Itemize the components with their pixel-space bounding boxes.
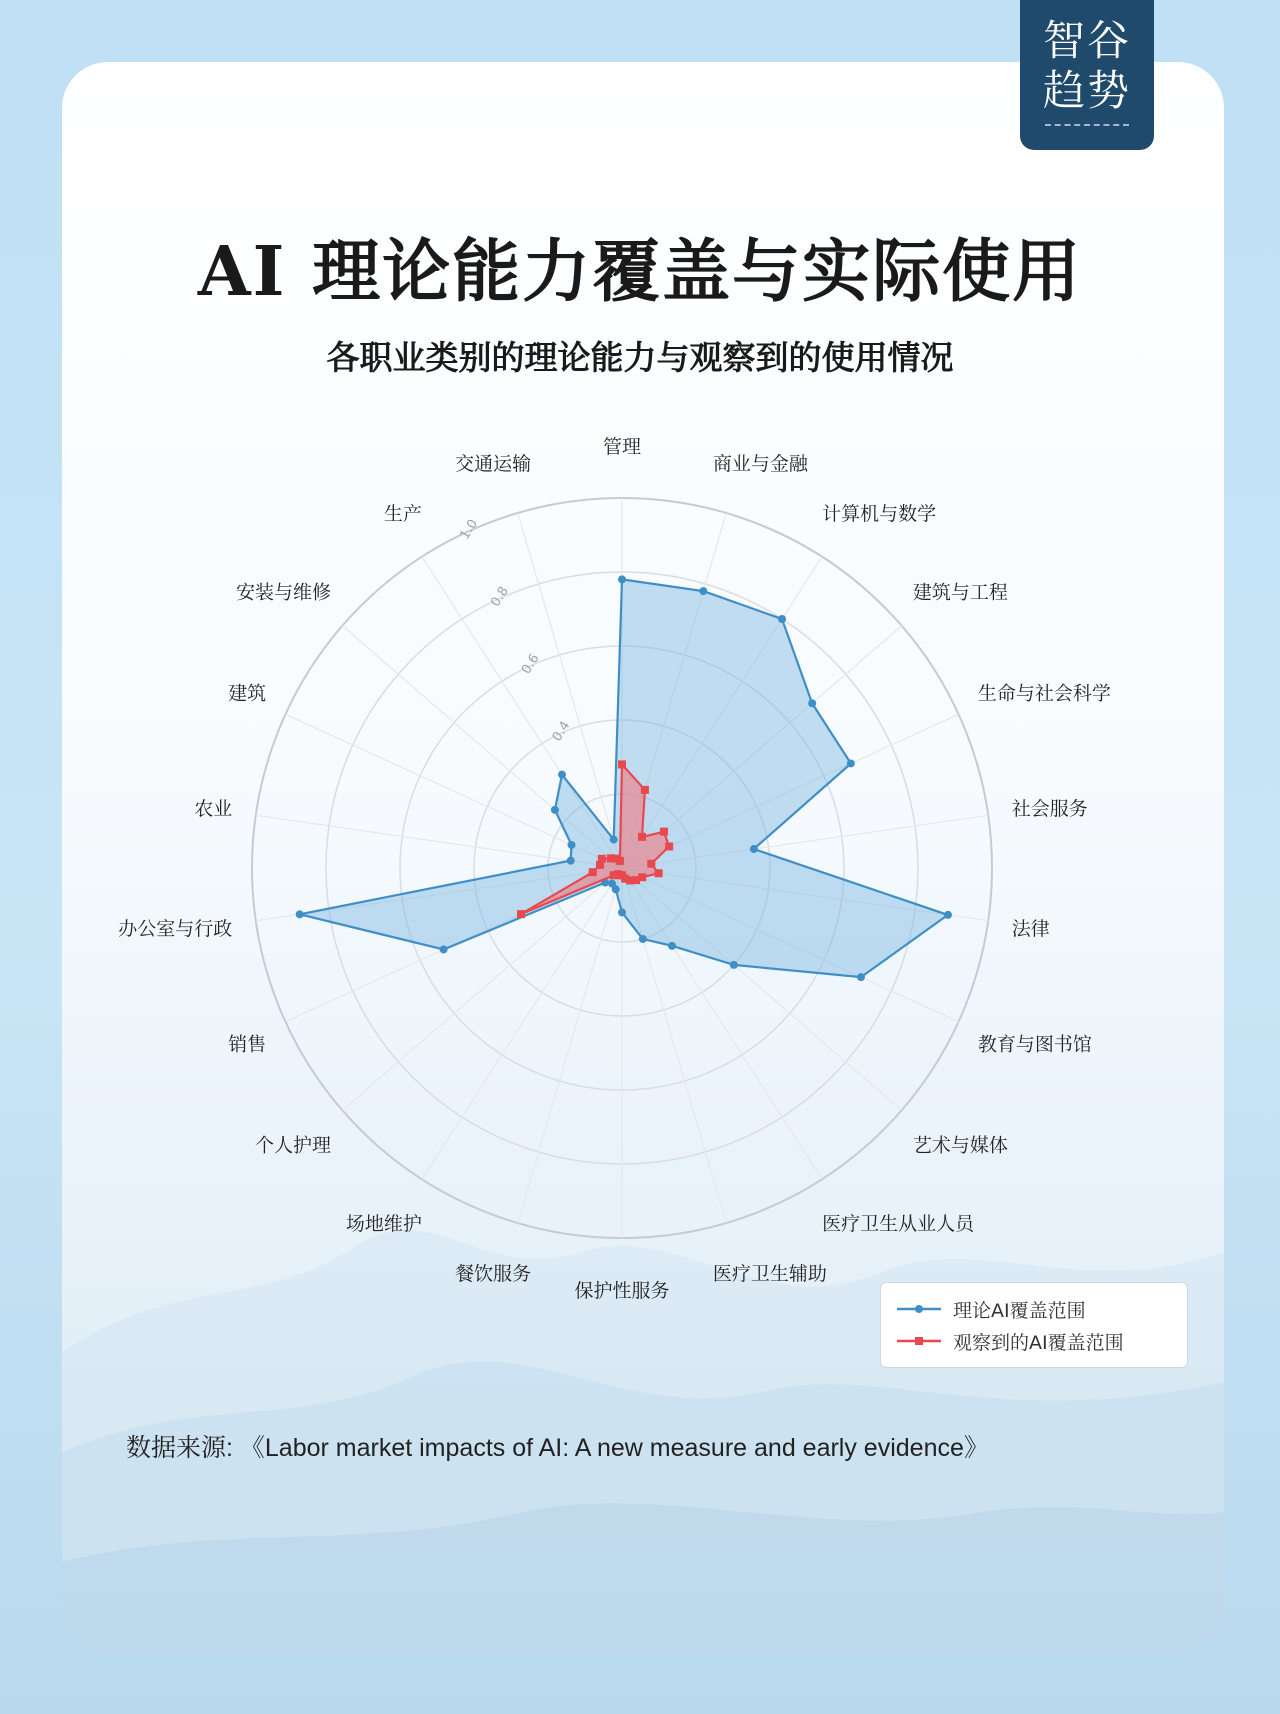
category-label-6: 社会服务 bbox=[1011, 797, 1088, 820]
series-2-point-2 bbox=[641, 786, 649, 794]
category-label-12: 保护性服务 bbox=[574, 1280, 670, 1302]
category-label-10: 医疗卫生从业人员 bbox=[822, 1213, 975, 1236]
series-2-point-17 bbox=[589, 868, 597, 876]
series-1-point-21 bbox=[558, 771, 566, 779]
series-2-point-16 bbox=[517, 910, 525, 918]
radial-tick-label-3: 0.8 bbox=[488, 584, 512, 610]
category-label-5: 生命与社会科学 bbox=[977, 682, 1111, 705]
series-1-point-1 bbox=[618, 575, 626, 583]
series-1-point-19 bbox=[568, 841, 576, 849]
series-1-point-4 bbox=[808, 699, 816, 707]
category-label-7: 法律 bbox=[1011, 918, 1050, 941]
legend-item-theory bbox=[897, 1297, 1086, 1321]
series-2-point-15 bbox=[610, 871, 618, 879]
category-label-18: 农业 bbox=[194, 797, 233, 820]
series-2-point-4 bbox=[660, 828, 668, 836]
category-label-4: 建筑与工程 bbox=[912, 581, 1008, 604]
brand-line-1: 智谷 bbox=[1042, 16, 1131, 65]
chart-legend bbox=[880, 1282, 1188, 1368]
series-1-point-22 bbox=[610, 836, 618, 844]
radial-tick-label-4: 1.0 bbox=[457, 516, 482, 543]
category-label-21: 生产 bbox=[383, 502, 422, 525]
legend-label-theory: 理论AI覆盖范围 bbox=[953, 1299, 1086, 1322]
category-label-19: 建筑 bbox=[228, 682, 267, 705]
legend-swatch-observed bbox=[897, 1331, 941, 1351]
category-label-22: 交通运输 bbox=[455, 453, 532, 476]
category-label-16: 销售 bbox=[228, 1033, 267, 1056]
series-2-point-19 bbox=[598, 855, 606, 863]
series-1-point-7 bbox=[944, 911, 952, 919]
series-2-point-22 bbox=[616, 857, 624, 865]
series-1-point-18 bbox=[567, 857, 575, 865]
legend-label-observed: 观察到的AI覆盖范围 bbox=[953, 1331, 1124, 1354]
category-label-15: 个人护理 bbox=[255, 1134, 332, 1157]
series-2-point-6 bbox=[647, 860, 655, 868]
radial-tick-label-1: 0.4 bbox=[549, 718, 574, 745]
series-1-point-12 bbox=[618, 908, 626, 916]
series-2-point-3 bbox=[638, 833, 646, 841]
series-1-point-14 bbox=[608, 880, 616, 888]
category-label-8: 教育与图书馆 bbox=[977, 1033, 1092, 1056]
series-1-point-10 bbox=[668, 942, 676, 950]
legend-swatch-theory bbox=[897, 1299, 941, 1319]
category-label-3: 计算机与数学 bbox=[822, 502, 937, 525]
category-label-1: 管理 bbox=[602, 436, 642, 458]
category-label-20: 安装与维修 bbox=[236, 581, 332, 604]
series-1-point-6 bbox=[750, 845, 758, 853]
category-label-2: 商业与金融 bbox=[712, 453, 808, 476]
page-subtitle: 各职业类别的理论能力与观察到的使用情况 bbox=[326, 338, 954, 377]
series-1-point-16 bbox=[440, 945, 448, 953]
series-1-point-8 bbox=[857, 973, 865, 981]
series-1-point-20 bbox=[551, 806, 559, 814]
series-2-point-5 bbox=[665, 842, 673, 850]
series-2-point-7 bbox=[655, 869, 663, 877]
page-title: AI 理论能力覆盖与实际使用 bbox=[197, 232, 1083, 312]
data-source-note: 数据来源: 《Labor market impacts of AI: A new measure and early evidence》 bbox=[126, 1434, 989, 1462]
legend-item-observed bbox=[897, 1329, 1124, 1353]
series-1-point-9 bbox=[730, 961, 738, 969]
radial-tick-label-2: 0.6 bbox=[518, 651, 543, 677]
series-2-point-1 bbox=[618, 760, 626, 768]
series-1-point-5 bbox=[847, 759, 855, 767]
series-1-point-3 bbox=[778, 615, 786, 623]
series-1-point-11 bbox=[639, 935, 647, 943]
category-label-14: 场地维护 bbox=[345, 1213, 422, 1236]
category-label-9: 艺术与媒体 bbox=[912, 1134, 1008, 1157]
brand-line-2: 趋势 bbox=[1042, 66, 1131, 115]
series-1-point-17 bbox=[296, 910, 304, 918]
category-label-17: 办公室与行政 bbox=[118, 918, 233, 941]
category-label-13: 餐饮服务 bbox=[455, 1262, 532, 1285]
series-1-point-2 bbox=[699, 587, 707, 595]
category-label-11: 医疗卫生辅助 bbox=[712, 1262, 827, 1285]
